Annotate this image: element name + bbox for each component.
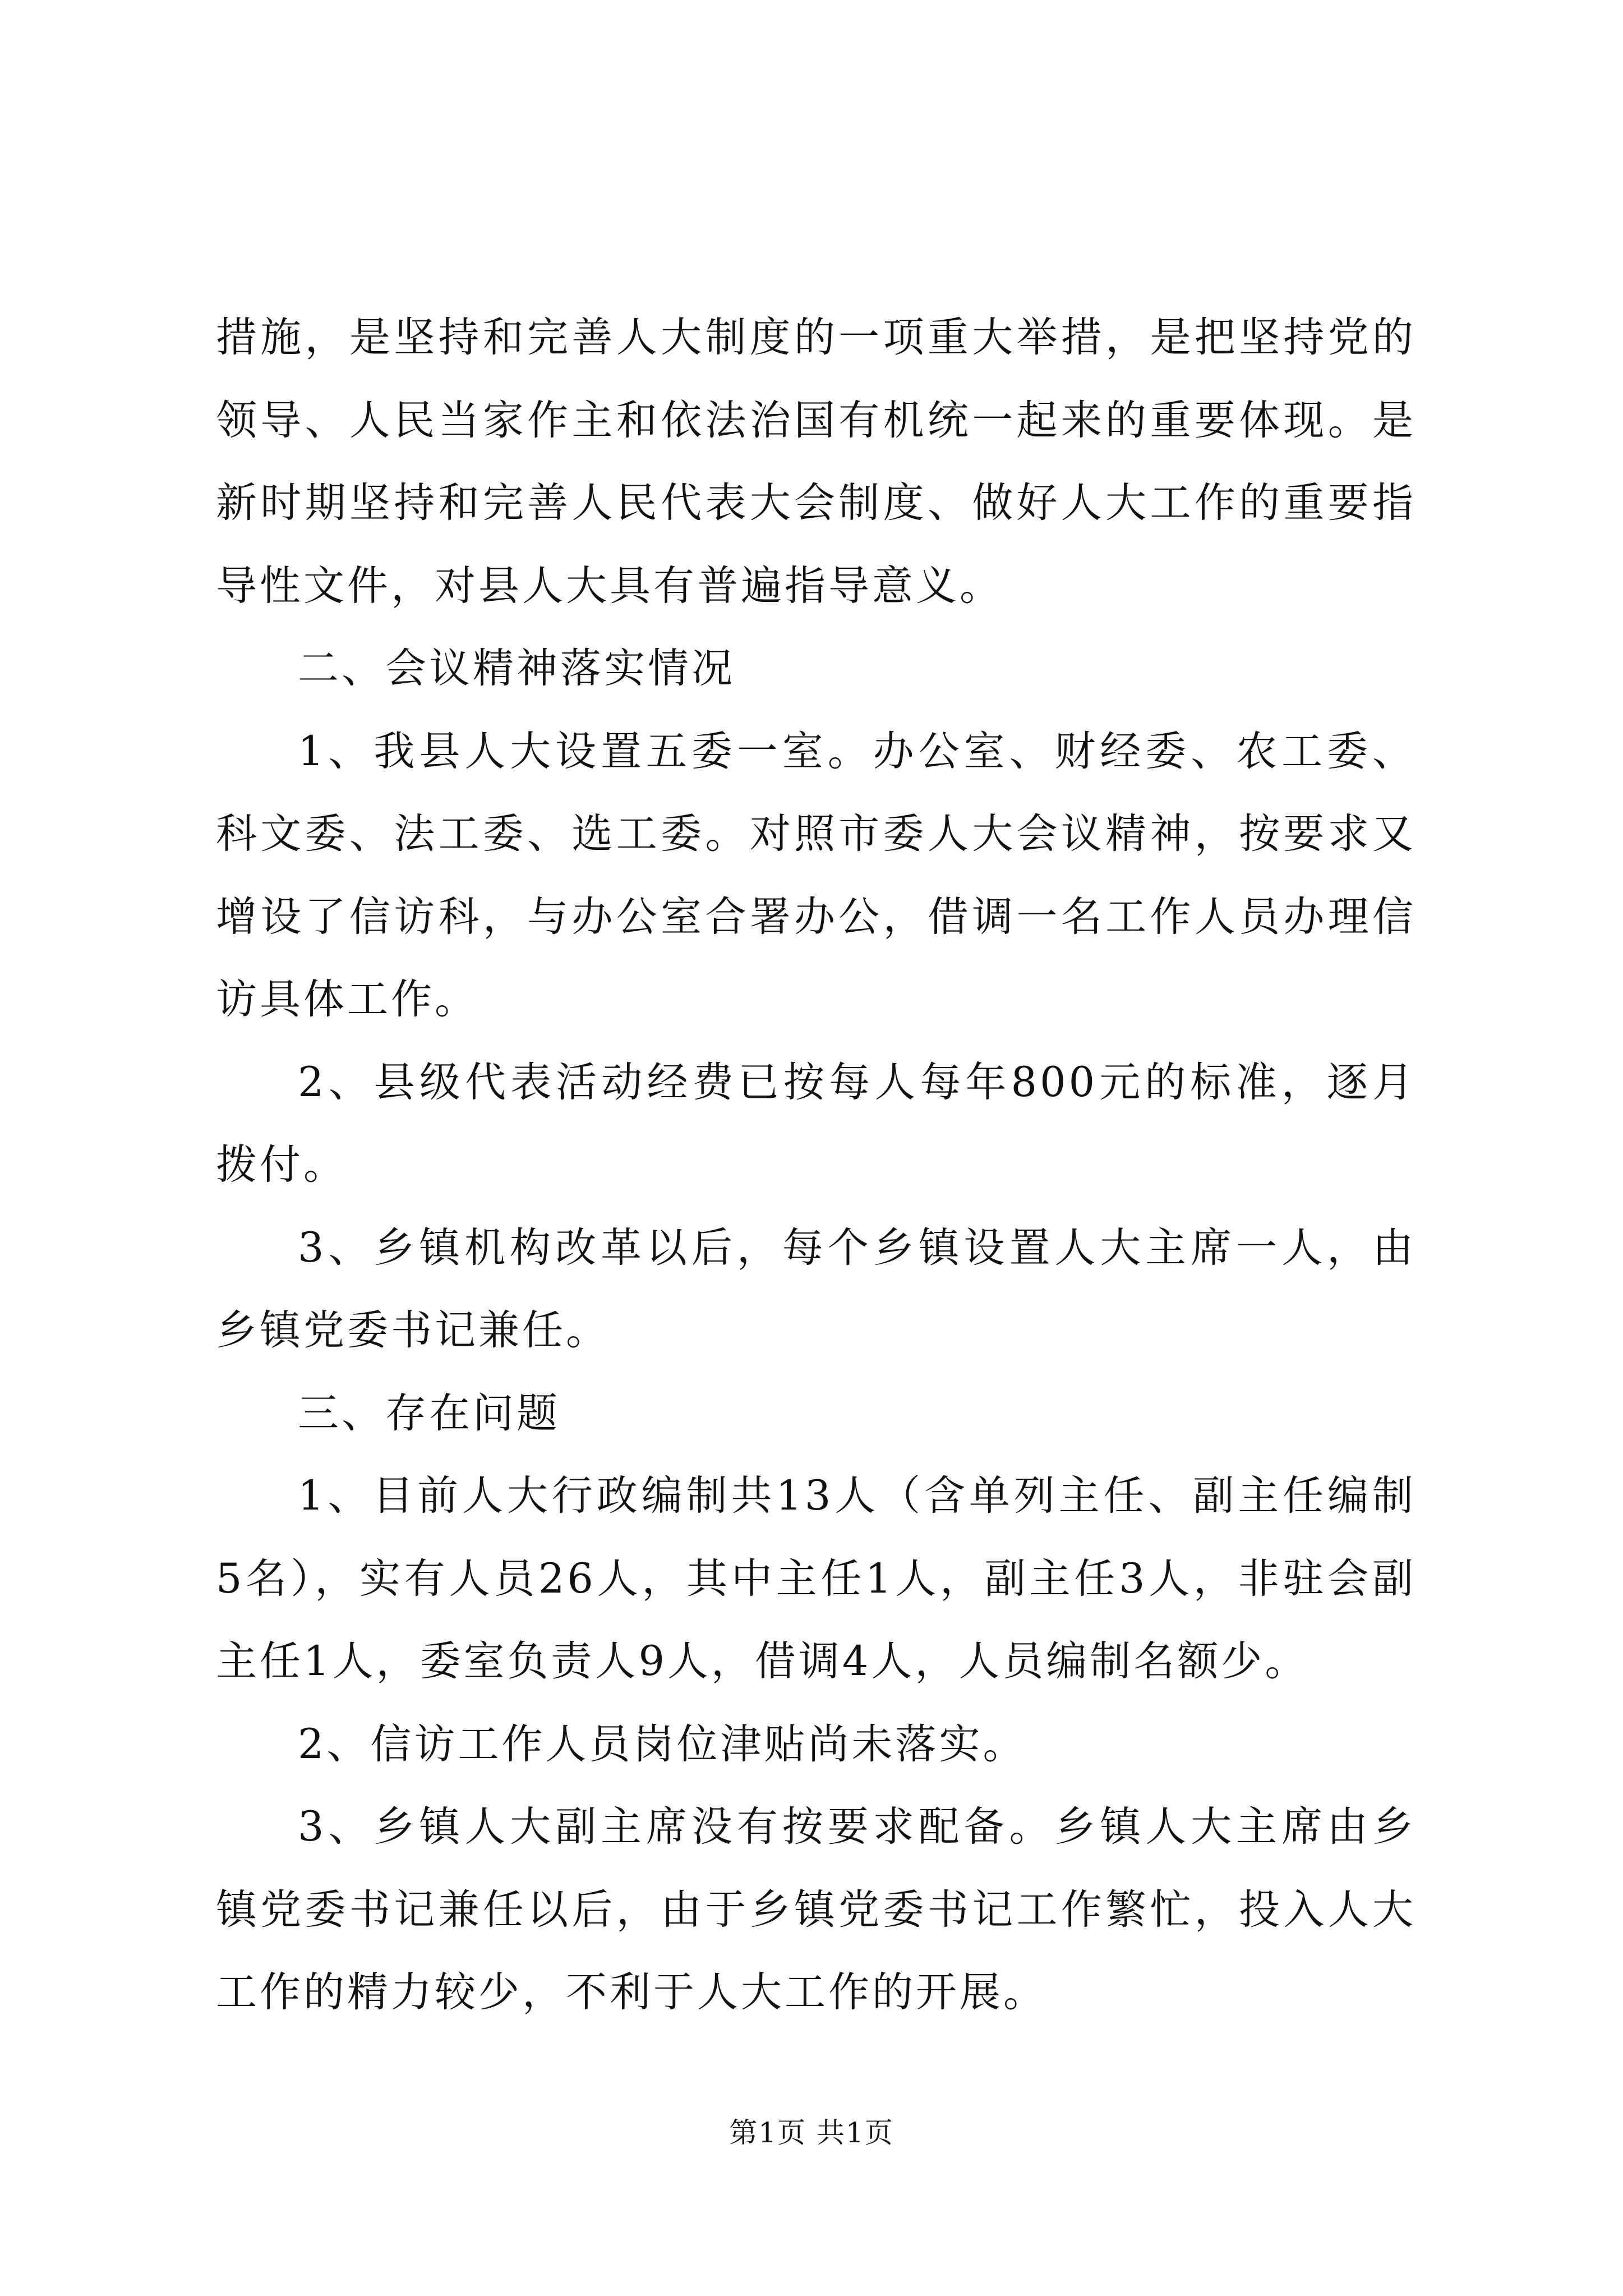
heading-section-two: 二、会议精神落实情况 [298, 645, 735, 692]
paragraph-problem-1: 1、目前人大行政编制共13人（含单列主任、副主任编制5名），实有人员26人，其中主任1人，副主任3人，非驻会副主任1人，委室负责人9人，借调4人，人员编制名额少。 [216, 1472, 1416, 1685]
paragraph-item-3: 3、乡镇机构改革以后，每个乡镇设置人大主席一人，由乡镇党委书记兼任。 [216, 1223, 1416, 1354]
paragraph-item-1: 1、我县人大设置五委一室。办公室、财经委、农工委、科文委、法工委、选工委。对照市委人大会议精神，按要求又增设了信访科，与办公室合署办公，借调一名工作人员办理信访具体工作。 [216, 727, 1416, 1023]
document-body [216, 296, 1416, 2034]
heading-section-three: 三、存在问题 [298, 1389, 560, 1437]
paragraph-problem-3: 3、乡镇人大副主席没有按要求配备。乡镇人大主席由乡镇党委书记兼任以后，由于乡镇党委书记工作繁忙，投入人大工作的精力较少，不利于人大工作的开展。 [216, 1803, 1416, 2016]
paragraph-item-2: 2、县级代表活动经费已按每人每年800元的标准，逐月拨付。 [216, 1058, 1416, 1189]
paragraph-problem-2: 2、信访工作人员岗位津贴尚未落实。 [298, 1720, 1027, 1768]
page-footer: 第1页 共1页 [729, 2116, 894, 2149]
paragraph-intro-continuation: 措施，是坚持和完善人大制度的一项重大举措，是把坚持党的领导、人民当家作主和依法治国有机统一起来的重要体现。是新时期坚持和完善人民代表大会制度、做好人大工作的重要指导性文件，对县人大具有普遍指导意义。 [216, 314, 1416, 610]
